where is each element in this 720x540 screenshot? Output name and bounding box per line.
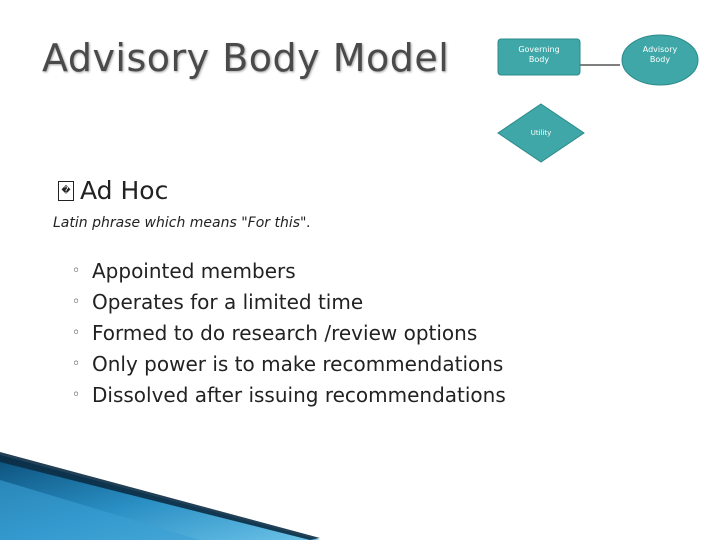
heading-text: Ad Hoc <box>80 176 169 205</box>
bullet-list <box>72 258 506 413</box>
org-diagram <box>0 0 720 200</box>
section-heading <box>58 176 168 205</box>
list-item <box>72 258 506 289</box>
bullet-glyph: ◦ <box>72 263 81 279</box>
list-item <box>72 289 506 320</box>
heading-bullet-glyph: � <box>58 181 74 201</box>
bullet-glyph: ◦ <box>72 387 81 403</box>
slide-title: Advisory Body Model <box>42 36 450 80</box>
decorative-swoosh <box>0 440 320 540</box>
list-item-text: Operates for a limited time <box>92 290 364 314</box>
bullet-glyph: ◦ <box>72 325 81 341</box>
list-item <box>72 382 506 413</box>
subtitle: Latin phrase which means "For this". <box>53 215 311 231</box>
list-item-text: Appointed members <box>92 259 296 283</box>
bullet-glyph: ◦ <box>72 356 81 372</box>
utility-label: Utility <box>530 129 552 137</box>
advisory-body-label: Advisory Body <box>642 45 678 64</box>
list-item <box>72 320 506 351</box>
list-item <box>72 351 506 382</box>
list-item-text: Formed to do research /review options <box>92 321 478 345</box>
list-item-text: Dissolved after issuing recommendations <box>92 383 506 407</box>
bullet-glyph: ◦ <box>72 294 81 310</box>
governing-body-label: Governing Body <box>518 45 560 64</box>
list-item-text: Only power is to make recommendations <box>92 352 504 376</box>
